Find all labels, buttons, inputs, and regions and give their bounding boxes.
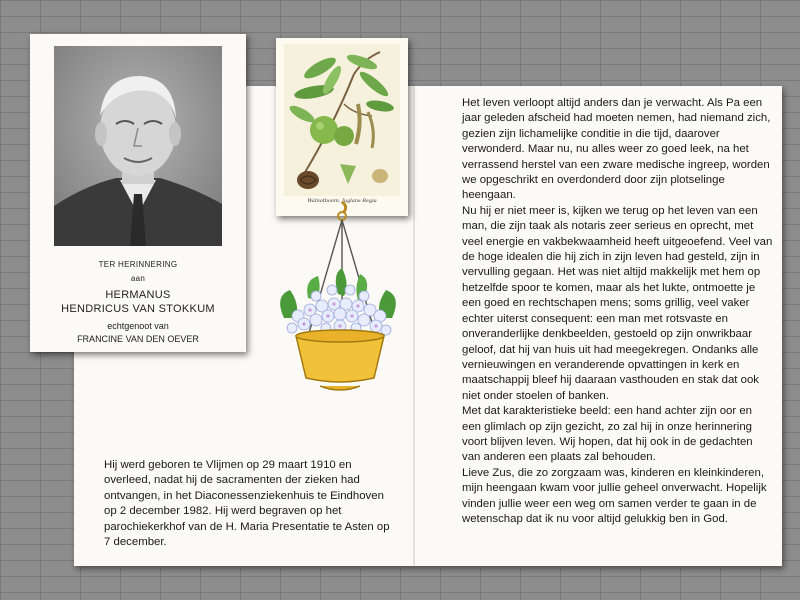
plant-caption: Walnotboom, Juglans Regia — [307, 198, 377, 204]
portrait-photo — [54, 46, 222, 246]
memorial-paragraph: Lieve Zus, die zo zorgzaam was, kinderen en kleinkinderen, mijn heengaan kwam voor jullie geheel onverwacht. Hopelijk vinden jullie weer een weg om samen verder te gaan in de wetenschap dat ik nu voor altijd gelukkig ben in God. — [462, 466, 767, 525]
walnut-illustration — [284, 44, 400, 196]
deceased-name-first: HERMANUS — [105, 289, 171, 301]
memorial-paragraph: Nu hij er niet meer is, kijken we terug op het leven van een man, die zijn taak als notaris zeer serieus en oprecht, met veel energie en vakbekwaamheid heeft uitgeoefend. Veel van de hoge idealen die hij zich in zijn leven had gesteld, zijn in vervulling gegaan. Het was niet altijd makkelijk met hem op hetzelfde spoor te komen, maar als het lukte, ontmoette je een goed en rechtschapen mens; soms grillig, veel vaker echter uiterst consequent: een man met rotsvaste en onveranderlijke denkbeelden, gestoeld op zijn onwrikbaar geloof, dat hij van huis uit had meegekregen. Ondanks alle vernieuwingen en veranderende opvattingen in kerk en maatschappij bleef hij daaraan vasthouden en stak dat ook niet onder stoelen of banken. — [462, 204, 773, 402]
memorial-text — [462, 96, 774, 527]
spouse-name: FRANCINE VAN DEN OEVER — [77, 334, 199, 344]
botanical-card — [276, 38, 408, 216]
memorial-paragraph: Met dat karakteristieke beeld: een hand achter zijn oor en een glimlach op zijn gezicht, zo zal hij in onze herinnering voort blijven leven. Wij hopen, dat hij ook in de gedachten van anderen een plaats zal behouden. — [462, 405, 753, 464]
hanging-flower-basket — [268, 200, 408, 410]
biography-text: Hij werd geboren te Vlijmen op 29 maart 1910 en overleed, nadat hij de sacramenten der zieken had ontvangen, in het Diaconessenziekenhuis te Eindhoven op 2 december 1982. Hij werd begraven op het parochiekerkhof van de H. Maria Presentatie te Asten op 7 december. — [104, 459, 390, 549]
portrait-card — [30, 34, 246, 352]
card-fold — [413, 86, 415, 566]
memorial-label: TER HERINNERING — [98, 260, 178, 269]
portrait-caption — [30, 260, 246, 346]
spouse-label: echtgenoot van — [107, 321, 169, 331]
deceased-name-last: HENDRICUS VAN STOKKUM — [61, 303, 215, 315]
memorial-aan: aan — [130, 274, 146, 283]
memorial-paragraph: Het leven verloopt altijd anders dan je verwacht. Als Pa een jaar geleden afscheid had moeten nemen, had niemand zich, gezien zijn lichamelijke conditie in die tijd, daarover verwonderd. Maar nu, nu alles weer zo goed leek, na het verrassend herstel van een zware medische ingreep, worden we opgeschrikt en overdonderd door zijn plotselinge heengaan. — [462, 97, 771, 202]
